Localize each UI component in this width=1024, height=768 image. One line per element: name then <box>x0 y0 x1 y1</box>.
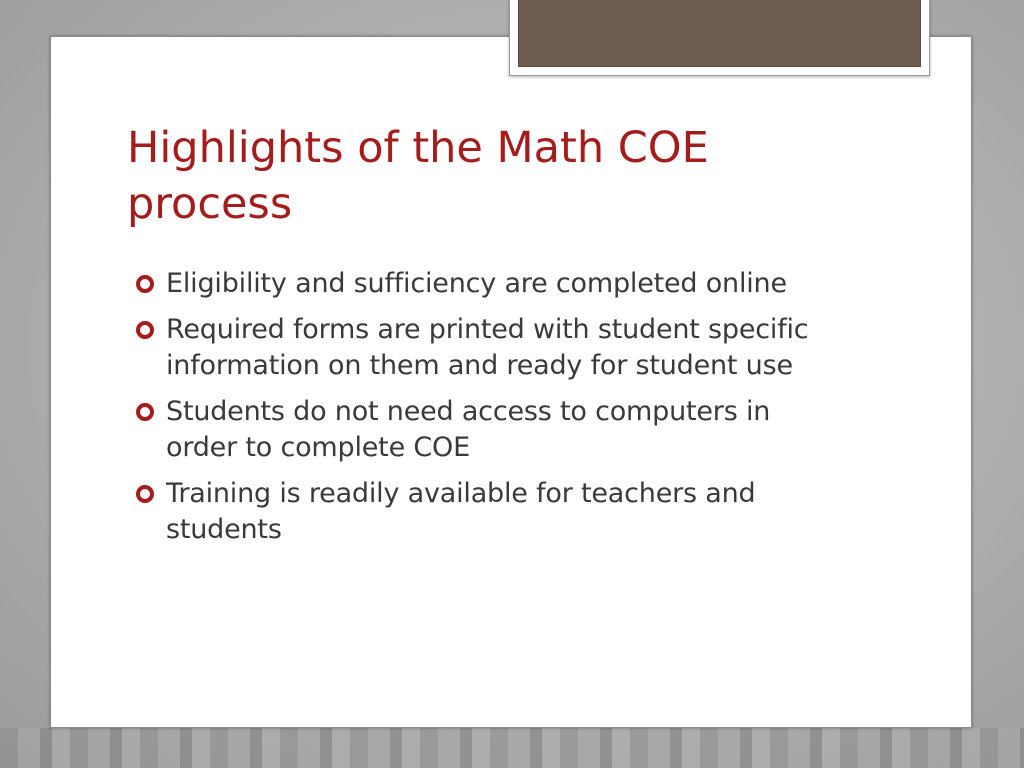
slide-title: Highlights of the Math COE process <box>127 123 709 229</box>
bullet-item <box>136 266 836 302</box>
accent-tab <box>518 0 921 67</box>
bullet-item <box>136 476 836 548</box>
ring-bullet-icon <box>136 321 154 339</box>
bullet-text: Required forms are printed with student specific information on them and ready for student use <box>166 314 809 381</box>
bullet-list <box>136 266 836 558</box>
bullet-text: Training is readily available for teachers and students <box>166 478 756 545</box>
ring-bullet-icon <box>136 485 154 503</box>
bullet-text: Students do not need access to computers in order to complete COE <box>166 396 771 463</box>
ring-bullet-icon <box>136 403 154 421</box>
background-texture <box>0 728 1024 768</box>
bullet-item <box>136 312 836 384</box>
ring-bullet-icon <box>136 275 154 293</box>
bullet-item <box>136 394 836 466</box>
bullet-text: Eligibility and sufficiency are completed online <box>166 268 787 299</box>
